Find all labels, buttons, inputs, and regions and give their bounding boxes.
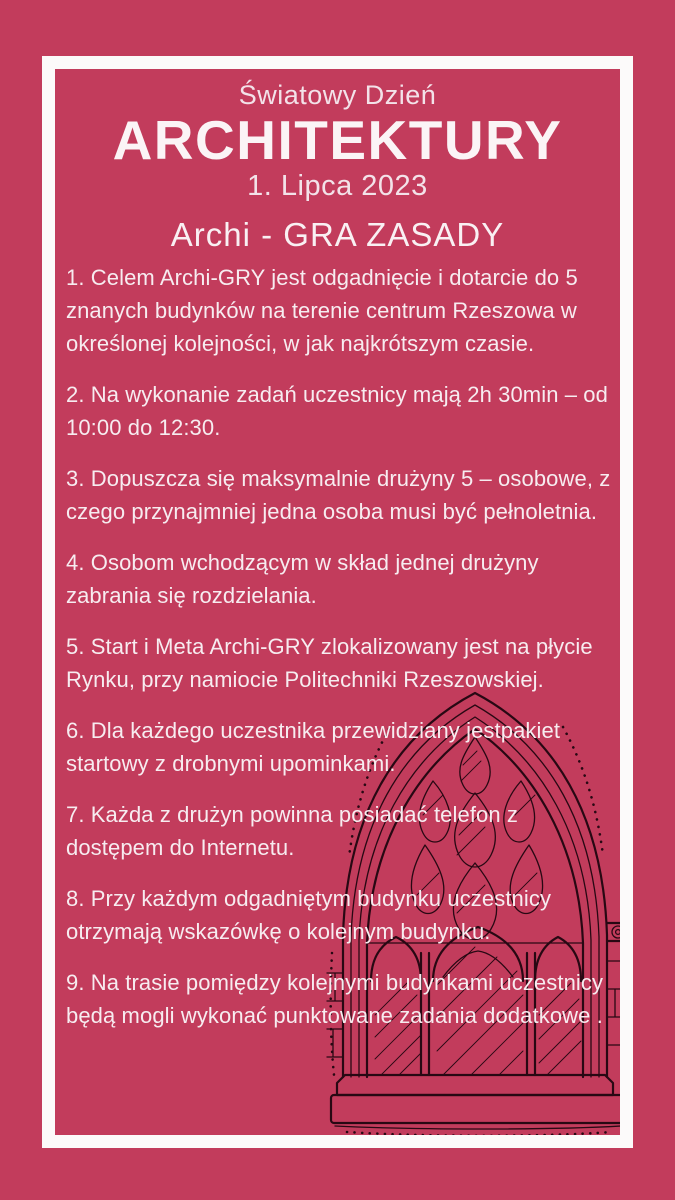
rules-title: Archi - GRA ZASADY: [170, 216, 505, 253]
rule-item: 4. Osobom wchodzącym w skład jednej drużyny zabrania się rozdzielania.: [66, 550, 539, 608]
event-subtitle: Światowy Dzień: [238, 80, 437, 110]
rules-list: [55, 261, 620, 1032]
rule-item: 1. Celem Archi-GRY jest odgadnięcie i dotarcie do 5 znanych budynków na terenie centrum Rzeszowa w określonej kolejności, w jak najkrótszym czasie.: [66, 265, 578, 356]
rule-item: 9. Na trasie pomiędzy kolejnymi budynkami uczestnicy będą mogli wykonać punktowane zadania dodatkowe .: [66, 970, 604, 1028]
rule-item: 3. Dopuszcza się maksymalnie drużyny 5 – osobowe, z czego przynajmniej jedna osoba musi być pełnoletnia.: [66, 466, 611, 524]
frame-border: [42, 56, 633, 1148]
poster-content: [55, 69, 620, 1135]
event-date: 1. Lipca 2023: [247, 170, 428, 202]
rule-item: 6. Dla każdego uczestnika przewidziany jestpakiet startowy z drobnymi upominkami.: [66, 718, 561, 776]
event-title: ARCHITEKTURY: [112, 109, 563, 171]
rule-item: 7. Każda z drużyn powinna posiadać telefon z dostępem do Internetu.: [66, 802, 519, 860]
rule-item: 2. Na wykonanie zadań uczestnicy mają 2h 30min – od 10:00 do 12:30.: [66, 382, 608, 440]
rule-item: 5. Start i Meta Archi-GRY zlokalizowany jest na płycie Rynku, przy namiocie Politechniki Rzeszowskiej.: [66, 634, 593, 692]
header: [55, 79, 620, 203]
rule-item: 8. Przy każdym odgadniętym budynku uczestnicy otrzymają wskazówkę o kolejnym budynku.: [66, 886, 552, 944]
